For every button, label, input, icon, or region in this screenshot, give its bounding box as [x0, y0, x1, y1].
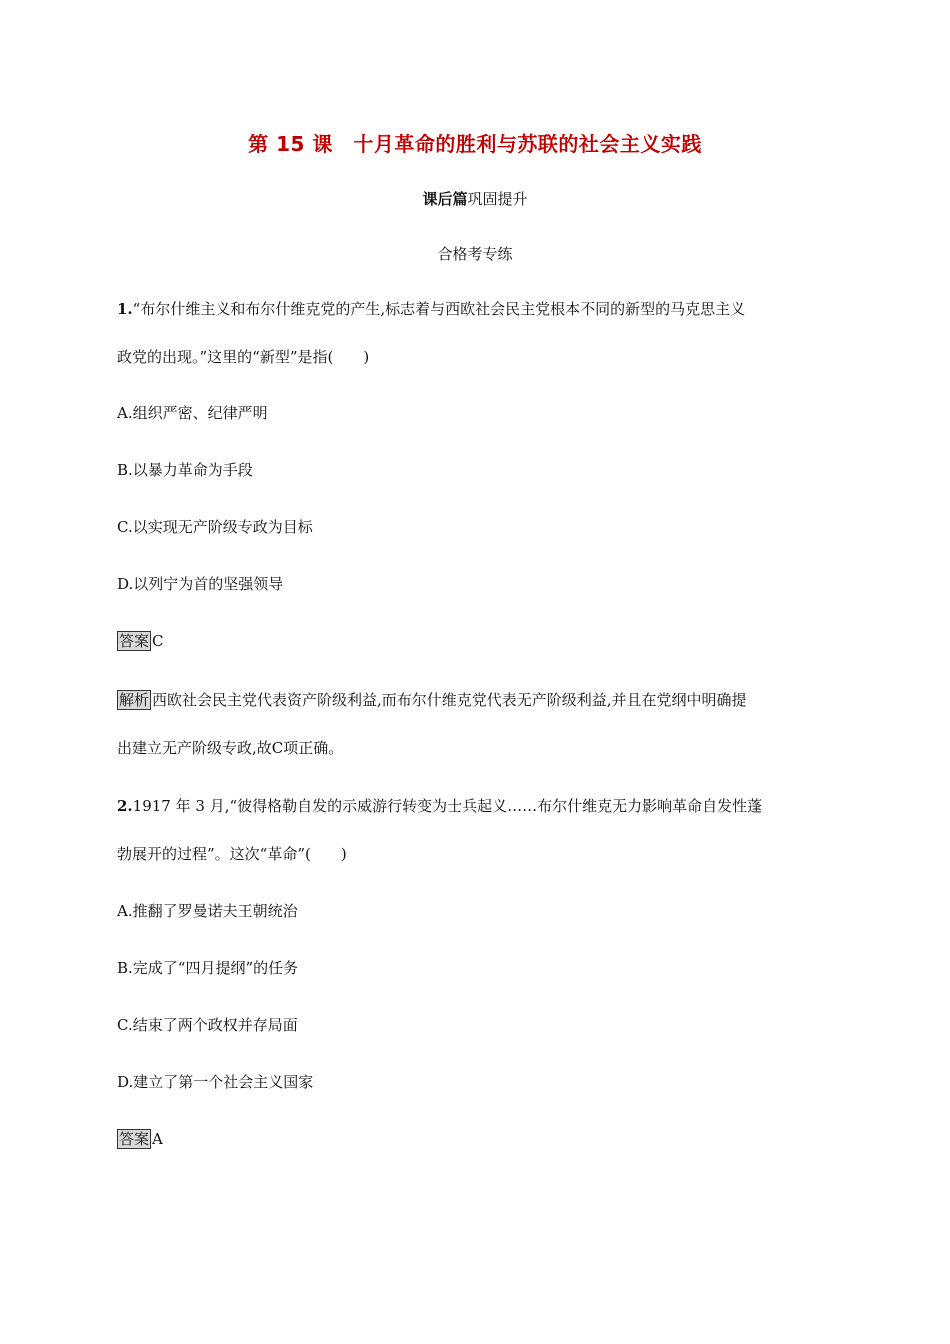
page-title: 第 15 课 十月革命的胜利与苏联的社会主义实践: [248, 132, 702, 156]
question-1-stem-line-1: [117, 298, 837, 320]
question-1-number: 1.: [117, 300, 133, 318]
question-2-option-d: D.建立了第一个社会主义国家: [117, 1073, 314, 1091]
question-2-number: 2.: [117, 797, 133, 815]
answer-value: C: [152, 632, 164, 650]
question-1-answer: [117, 630, 837, 652]
analysis-text-1: 西欧社会民主党代表资产阶级利益,而布尔什维克党代表无产阶级利益,并且在党纲中明确提: [152, 691, 747, 709]
question-2-stem-line-2: 勃展开的过程”。这次“革命”( ): [117, 845, 347, 863]
answer-tag: 答案: [119, 632, 150, 650]
question-1-stem-line-2: 政党的出现。”这里的“新型”是指( ): [117, 348, 370, 366]
question-1-option-d: D.以列宁为首的坚强领导: [117, 575, 284, 593]
section-heading: 合格考专练: [437, 245, 513, 263]
question-1-analysis-line-1: [117, 689, 837, 711]
question-2-stem-line-1: [117, 795, 837, 817]
subtitle: [0, 188, 950, 209]
question-2-option-b: B.完成了“四月提纲”的任务: [117, 959, 299, 977]
question-2-option-a: A.推翻了罗曼诺夫王朝统治: [117, 902, 298, 920]
question-1-option-a: A.组织严密、纪律严明: [117, 404, 268, 422]
question-1-stem-text-1: “布尔什维主义和布尔什维克党的产生,标志着与西欧社会民主党根本不同的新型的马克思主义: [132, 300, 746, 318]
analysis-tag: 解析: [119, 691, 150, 709]
answer-value: A: [152, 1130, 163, 1148]
question-2-stem-text-1: 1917 年 3 月,“彼得格勒自发的示威游行转变为士兵起义……布尔什维克无力影响革命自发性蓬: [132, 797, 763, 815]
question-1-analysis-line-2: 出建立无产阶级专政,故C项正确。: [117, 739, 344, 757]
question-1-option-c: C.以实现无产阶级专政为目标: [117, 518, 313, 536]
question-1-option-b: B.以暴力革命为手段: [117, 461, 253, 479]
answer-tag: 答案: [119, 1130, 150, 1148]
question-2-answer: [117, 1128, 837, 1150]
subtitle-bold: 课后篇: [422, 190, 468, 208]
question-2-option-c: C.结束了两个政权并存局面: [117, 1016, 298, 1034]
subtitle-normal: 巩固提升: [467, 190, 528, 208]
